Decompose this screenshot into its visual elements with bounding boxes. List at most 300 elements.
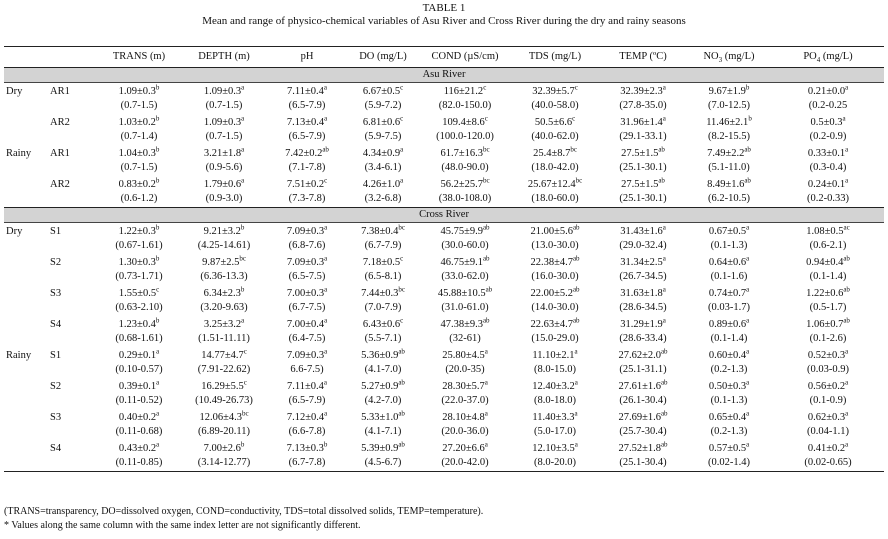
range-cell: (20.0-36.0) xyxy=(441,425,489,437)
mean-cell xyxy=(420,176,510,192)
range-cell: (0.02-1.4) xyxy=(686,456,772,472)
range-cell: (7.3-7.8) xyxy=(268,192,346,208)
mean-value: 22.38±4.7 xyxy=(530,257,573,268)
site-spacer xyxy=(48,239,98,255)
mean-value: 50.5±6.6 xyxy=(534,117,573,128)
mean-value: 5.39±0.9 xyxy=(361,443,399,454)
significance-letter: c xyxy=(243,378,247,387)
range-cell: (5.0-17.0) xyxy=(534,425,576,437)
mean-value: 12.10±3.5 xyxy=(532,443,575,454)
site-label: AR1 xyxy=(50,148,70,159)
site-spacer xyxy=(48,99,98,115)
significance-letter: a xyxy=(324,347,328,356)
mean-cell xyxy=(772,223,884,239)
mean-value: 5.33±1.0 xyxy=(361,412,399,423)
season-spacer xyxy=(4,161,48,177)
range-cell: (29.0-32.4) xyxy=(619,239,667,251)
significance-letter: a xyxy=(484,409,488,418)
significance-letter: a xyxy=(662,254,666,263)
significance-letter: c xyxy=(574,83,578,92)
table-row-range xyxy=(4,456,884,472)
mean-value: 31.63±1.8 xyxy=(620,288,663,299)
range-cell: (7.1-7.8) xyxy=(288,161,326,173)
mean-cell xyxy=(346,176,420,192)
significance-letter: a xyxy=(241,176,245,185)
mean-cell xyxy=(268,316,346,332)
mean-cell xyxy=(98,145,180,161)
significance-letter: a xyxy=(241,114,245,123)
mean-value: 21.00±5.6 xyxy=(530,226,573,237)
significance-letter: ab xyxy=(572,285,580,294)
significance-letter: ab xyxy=(658,176,665,185)
significance-letter: a xyxy=(845,83,849,92)
mean-cell xyxy=(98,223,180,239)
mean-cell xyxy=(268,285,346,301)
mean-cell xyxy=(600,378,686,394)
mean-cell xyxy=(686,378,772,394)
season-label xyxy=(4,285,48,301)
mean-value: 7.13±0.3 xyxy=(286,443,324,454)
site-label: AR2 xyxy=(50,117,70,128)
header-po4: $PO_4$ (mg/L) xyxy=(772,47,884,68)
site-label: S2 xyxy=(50,381,62,392)
mean-value: 31.43±1.6 xyxy=(620,226,663,237)
significance-letter: a xyxy=(746,440,750,449)
significance-letter: a xyxy=(324,285,328,294)
site-label: S1 xyxy=(50,350,62,361)
mean-cell xyxy=(346,409,420,425)
season-spacer xyxy=(4,192,48,208)
significance-letter: a xyxy=(746,285,750,294)
mean-value: 7.49±2.2 xyxy=(707,148,745,159)
season-label xyxy=(4,409,48,425)
mean-cell xyxy=(772,347,884,363)
significance-letter: c xyxy=(483,83,487,92)
table-body xyxy=(4,68,884,472)
mean-value: 1.03±0.2 xyxy=(118,117,156,128)
significance-letter: ac xyxy=(843,223,850,232)
significance-letter: a xyxy=(324,254,328,263)
table-subtitle: Mean and range of physico-chemical variables of Asu River and Cross River during the dry and rainy seasons xyxy=(202,15,686,27)
range-cell: (7.0-12.5) xyxy=(708,99,750,111)
mean-value: 7.09±0.3 xyxy=(286,226,325,237)
header-temp: TEMP (ºC) xyxy=(600,47,686,68)
significance-letter: a xyxy=(845,440,849,449)
mean-value: 12.06±4.3 xyxy=(199,412,242,423)
significance-letter: b xyxy=(155,254,160,263)
mean-value: 11.10±2.1 xyxy=(532,350,575,361)
range-cell: 6.6-7.5) xyxy=(290,363,324,375)
mean-cell xyxy=(180,347,268,363)
site-spacer xyxy=(48,394,98,410)
mean-cell xyxy=(772,83,884,99)
mean-value: 61.7±16.3 xyxy=(440,148,483,159)
mean-cell xyxy=(600,347,686,363)
significance-letter: a xyxy=(156,378,160,387)
range-cell: (0.1-1.4) xyxy=(710,332,748,344)
significance-letter: ab xyxy=(660,440,668,449)
mean-cell xyxy=(510,285,600,301)
significance-letter: a xyxy=(662,285,666,294)
mean-cell xyxy=(510,440,600,456)
range-cell: (0.2-0.9) xyxy=(809,130,847,142)
mean-value: 0.41±0.2 xyxy=(807,443,846,454)
range-cell: (33.0-62.0) xyxy=(441,270,489,282)
header-season xyxy=(4,47,48,68)
mean-value: 1.30±0.3 xyxy=(118,257,156,268)
mean-value: 47.38±9.3 xyxy=(440,319,483,330)
range-cell: (0.9-5.6) xyxy=(205,161,243,173)
mean-value: 31.34±2.5 xyxy=(620,257,663,268)
range-cell: (0.7-1.5) xyxy=(205,99,243,111)
significance-letter: c xyxy=(400,83,404,92)
mean-cell xyxy=(686,409,772,425)
mean-value: 7.00±0.3 xyxy=(286,288,325,299)
table-caption xyxy=(0,0,888,28)
table-row xyxy=(4,440,884,456)
mean-value: 25.4±8.7 xyxy=(533,148,571,159)
range-cell: (6.6-7.8) xyxy=(288,425,326,437)
mean-cell xyxy=(268,83,346,99)
significance-letter: a xyxy=(662,114,666,123)
mean-value: 6.67±0.5 xyxy=(362,86,401,97)
mean-value: 7.09±0.3 xyxy=(286,350,325,361)
table-row-range xyxy=(4,161,884,177)
range-cell: (4.5-6.7) xyxy=(346,456,420,472)
mean-value: 16.29±5.5 xyxy=(201,381,244,392)
mean-value: 31.96±1.4 xyxy=(620,117,663,128)
header-trans: TRANS (m) xyxy=(98,47,180,68)
range-cell: (1.51-11.11) xyxy=(198,332,250,344)
site-spacer xyxy=(48,332,98,348)
mean-value: 4.34±0.9 xyxy=(362,148,401,159)
mean-cell xyxy=(686,223,772,239)
mean-value: 12.40±3.2 xyxy=(532,381,575,392)
mean-value: 14.77±4.7 xyxy=(201,350,244,361)
site-spacer xyxy=(48,192,98,208)
range-cell: (100.0-120.0) xyxy=(436,130,494,142)
range-cell: (6.89-20.11) xyxy=(197,425,251,437)
mean-value: 0.21±0.0 xyxy=(807,86,846,97)
range-cell: (0.7-1.5) xyxy=(120,99,158,111)
range-cell: (0.2-1.3) xyxy=(710,425,748,437)
significance-letter: a xyxy=(746,347,750,356)
site-label: S4 xyxy=(50,443,62,454)
significance-letter: bc xyxy=(570,145,577,154)
range-cell: (25.1-30.1) xyxy=(619,161,667,173)
mean-cell xyxy=(180,285,268,301)
mean-cell xyxy=(346,83,420,99)
significance-letter: a xyxy=(574,347,578,356)
mean-cell xyxy=(510,145,600,161)
significance-letter: a xyxy=(662,223,666,232)
mean-cell xyxy=(268,378,346,394)
mean-cell xyxy=(510,254,600,270)
mean-value: 27.5±1.5 xyxy=(621,148,659,159)
season-spacer xyxy=(4,394,48,410)
mean-value: 28.10±4.8 xyxy=(442,412,485,423)
range-cell: (30.0-60.0) xyxy=(441,239,489,251)
season-label: Dry xyxy=(6,226,23,237)
significance-letter: ab xyxy=(398,440,405,449)
mean-value: 3.25±3.2 xyxy=(203,319,242,330)
mean-cell xyxy=(420,223,510,239)
season-spacer xyxy=(4,130,48,146)
significance-letter: bc xyxy=(398,285,405,294)
range-cell: (0.7-1.4) xyxy=(120,130,158,142)
table-row-range xyxy=(4,394,884,410)
significance-letter: b xyxy=(155,83,160,92)
range-cell: (3.14-12.77) xyxy=(180,456,268,472)
significance-letter: a xyxy=(746,316,750,325)
range-cell: (6.36-13.3) xyxy=(200,270,248,282)
significance-letter: a xyxy=(484,378,488,387)
range-cell: (6.5-7.9) xyxy=(288,394,326,406)
significance-letter: ab xyxy=(482,316,490,325)
section-name: Asu River xyxy=(4,68,884,83)
mean-cell xyxy=(510,378,600,394)
range-cell: (29.1-33.1) xyxy=(619,130,667,142)
mean-value: 6.81±0.6 xyxy=(362,117,401,128)
mean-cell xyxy=(268,440,346,456)
mean-cell xyxy=(510,409,600,425)
mean-value: 0.62±0.3 xyxy=(807,412,846,423)
mean-cell xyxy=(420,83,510,99)
mean-value: 0.89±0.6 xyxy=(708,319,747,330)
mean-value: 0.50±0.3 xyxy=(708,381,747,392)
mean-cell xyxy=(268,176,346,192)
range-cell: (25.1-31.1) xyxy=(619,363,667,375)
mean-cell xyxy=(346,114,420,130)
range-cell: (0.7-1.5) xyxy=(120,161,158,173)
range-cell: (10.49-26.73) xyxy=(195,394,253,406)
range-cell: (8.2-15.5) xyxy=(708,130,750,142)
range-cell: (0.02-0.65) xyxy=(772,456,884,472)
mean-value: 7.13±0.4 xyxy=(286,117,325,128)
range-cell: (0.04-1.1) xyxy=(807,425,849,437)
significance-letter: a xyxy=(156,409,160,418)
section-header-row xyxy=(4,208,884,223)
significance-letter: ab xyxy=(572,254,580,263)
significance-letter: a xyxy=(746,223,750,232)
site-spacer xyxy=(48,456,98,472)
range-cell: (0.2-0.25 xyxy=(808,99,848,111)
mean-value: 32.39±5.7 xyxy=(532,86,575,97)
range-cell: (5.9-7.2) xyxy=(364,99,402,111)
mean-value: 27.69±1.6 xyxy=(618,412,661,423)
mean-cell xyxy=(772,409,884,425)
range-cell: (0.2-0.33) xyxy=(772,192,884,208)
significance-letter: bc xyxy=(398,223,405,232)
mean-cell xyxy=(180,114,268,130)
mean-cell xyxy=(346,316,420,332)
mean-value: 27.62±2.0 xyxy=(618,350,661,361)
mean-value: 0.60±0.4 xyxy=(708,350,747,361)
table-row-range xyxy=(4,363,884,379)
mean-value: 25.80±4.5 xyxy=(442,350,485,361)
mean-value: 1.22±0.3 xyxy=(118,226,156,237)
mean-value: 0.24±0.1 xyxy=(807,179,846,190)
significance-letter: bc xyxy=(482,176,490,185)
significance-letter: a xyxy=(845,176,849,185)
mean-value: 0.74±0.7 xyxy=(708,288,747,299)
range-cell: (0.67-1.61) xyxy=(115,239,163,251)
mean-cell xyxy=(510,316,600,332)
range-cell: (0.11-0.68) xyxy=(115,425,163,437)
range-cell: (0.11-0.52) xyxy=(115,394,163,406)
season-spacer xyxy=(4,456,48,472)
mean-cell xyxy=(686,114,772,130)
mean-cell xyxy=(686,83,772,99)
significance-letter: a xyxy=(156,347,160,356)
significance-letter: ab xyxy=(658,145,665,154)
mean-cell xyxy=(686,440,772,456)
range-cell: (20.0-35) xyxy=(445,363,485,375)
range-cell: (18.0-42.0) xyxy=(531,161,579,173)
significance-letter: c xyxy=(156,285,160,294)
header-row xyxy=(4,47,884,68)
mean-cell xyxy=(510,114,600,130)
mean-value: 27.20±6.6 xyxy=(442,443,485,454)
mean-cell xyxy=(686,347,772,363)
significance-letter: a xyxy=(400,176,404,185)
significance-letter: a xyxy=(842,114,846,123)
range-cell: (0.03-1.7) xyxy=(708,301,750,313)
range-cell: (6.8-7.6) xyxy=(288,239,326,251)
mean-value: 0.94±0.4 xyxy=(806,257,844,268)
significance-letter: b xyxy=(240,440,245,449)
mean-cell xyxy=(510,347,600,363)
season-spacer xyxy=(4,270,48,286)
range-cell: (25.7-30.4) xyxy=(619,425,667,437)
header-site xyxy=(48,47,98,68)
range-cell: (5.5-7.1) xyxy=(364,332,402,344)
range-cell: (4.2-7.0) xyxy=(364,394,402,406)
mean-value: 0.83±0.2 xyxy=(118,179,156,190)
range-cell: (0.68-1.61) xyxy=(115,332,163,344)
mean-cell xyxy=(268,145,346,161)
significance-letter: a xyxy=(574,440,578,449)
significance-letter: a xyxy=(484,440,488,449)
range-cell: (8.0-15.0) xyxy=(534,363,576,375)
mean-cell xyxy=(98,378,180,394)
mean-value: 22.63±4.7 xyxy=(530,319,573,330)
mean-value: 3.21±1.8 xyxy=(203,148,242,159)
significance-letter: ab xyxy=(843,285,850,294)
significance-letter: ab xyxy=(843,316,850,325)
mean-cell xyxy=(268,114,346,130)
range-cell: (0.63-2.10) xyxy=(115,301,163,313)
significance-letter: a xyxy=(746,378,750,387)
mean-cell xyxy=(772,378,884,394)
significance-letter: ab xyxy=(660,347,668,356)
season-label xyxy=(4,176,48,192)
mean-cell xyxy=(420,254,510,270)
site-label: S2 xyxy=(50,257,62,268)
mean-cell xyxy=(346,440,420,456)
range-cell: (26.1-30.4) xyxy=(619,394,667,406)
mean-value: 109.4±8.6 xyxy=(442,117,485,128)
significance-letter: ab xyxy=(322,145,329,154)
range-cell: (7.0-7.9) xyxy=(364,301,402,313)
significance-letter: a xyxy=(845,409,849,418)
significance-letter: b xyxy=(155,176,160,185)
range-cell: (15.0-29.0) xyxy=(531,332,579,344)
significance-letter: a xyxy=(845,145,849,154)
mean-cell xyxy=(98,285,180,301)
mean-cell xyxy=(420,316,510,332)
mean-value: 7.18±0.5 xyxy=(362,257,401,268)
range-cell: (6.5-7.9) xyxy=(288,99,326,111)
mean-cell xyxy=(686,285,772,301)
significance-letter: bc xyxy=(241,409,249,418)
range-cell: (0.3-0.4) xyxy=(809,161,847,173)
mean-value: 0.67±0.5 xyxy=(708,226,747,237)
range-cell: (0.6-2.1) xyxy=(809,239,847,251)
mean-value: 0.57±0.5 xyxy=(708,443,747,454)
significance-letter: a xyxy=(484,347,488,356)
significance-letter: c xyxy=(324,176,328,185)
range-cell: (0.5-1.7) xyxy=(809,301,847,313)
mean-value: 7.00±2.6 xyxy=(203,443,241,454)
significance-letter: c xyxy=(484,114,488,123)
site-label: S4 xyxy=(50,319,62,330)
significance-letter: a xyxy=(323,83,327,92)
significance-letter: bc xyxy=(239,254,246,263)
mean-value: 56.2±25.7 xyxy=(440,179,483,190)
site-label: S3 xyxy=(50,288,62,299)
season-spacer xyxy=(4,425,48,441)
mean-value: 7.11±0.4 xyxy=(287,86,324,97)
range-cell: (27.8-35.0) xyxy=(619,99,667,111)
mean-value: 7.38±0.4 xyxy=(361,226,399,237)
mean-cell xyxy=(98,176,180,192)
range-cell: (8.0-18.0) xyxy=(534,394,576,406)
significance-letter: ab xyxy=(744,176,751,185)
significance-letter: b xyxy=(155,223,160,232)
mean-value: 9.87±2.5 xyxy=(202,257,240,268)
range-cell: (31.0-61.0) xyxy=(441,301,489,313)
table-title: TABLE 1 xyxy=(422,2,466,14)
mean-value: 7.42±0.2 xyxy=(285,148,323,159)
mean-value: 11.40±3.3 xyxy=(532,412,575,423)
mean-cell xyxy=(268,347,346,363)
mean-cell xyxy=(420,285,510,301)
range-cell: (5.9-7.5) xyxy=(364,130,402,142)
range-cell: (38.0-108.0) xyxy=(420,192,510,208)
season-spacer xyxy=(4,332,48,348)
range-cell: (0.1-1.4) xyxy=(809,270,847,282)
range-cell: (40.0-58.0) xyxy=(531,99,579,111)
mean-cell xyxy=(600,316,686,332)
significance-letter: b xyxy=(745,83,750,92)
mean-value: 7.09±0.3 xyxy=(286,257,325,268)
significance-letter: a xyxy=(156,440,160,449)
table-row xyxy=(4,285,884,301)
site-spacer xyxy=(48,425,98,441)
mean-value: 116±21.2 xyxy=(443,86,484,97)
table-row xyxy=(4,145,884,161)
significance-letter: ab xyxy=(398,409,405,418)
mean-cell xyxy=(510,176,600,192)
mean-value: 5.36±0.9 xyxy=(361,350,399,361)
significance-letter: ab xyxy=(482,223,490,232)
significance-letter: a xyxy=(574,409,578,418)
mean-value: 7.51±0.2 xyxy=(286,179,325,190)
mean-value: 1.09±0.3 xyxy=(203,117,242,128)
table-row xyxy=(4,254,884,270)
site-label: S3 xyxy=(50,412,62,423)
